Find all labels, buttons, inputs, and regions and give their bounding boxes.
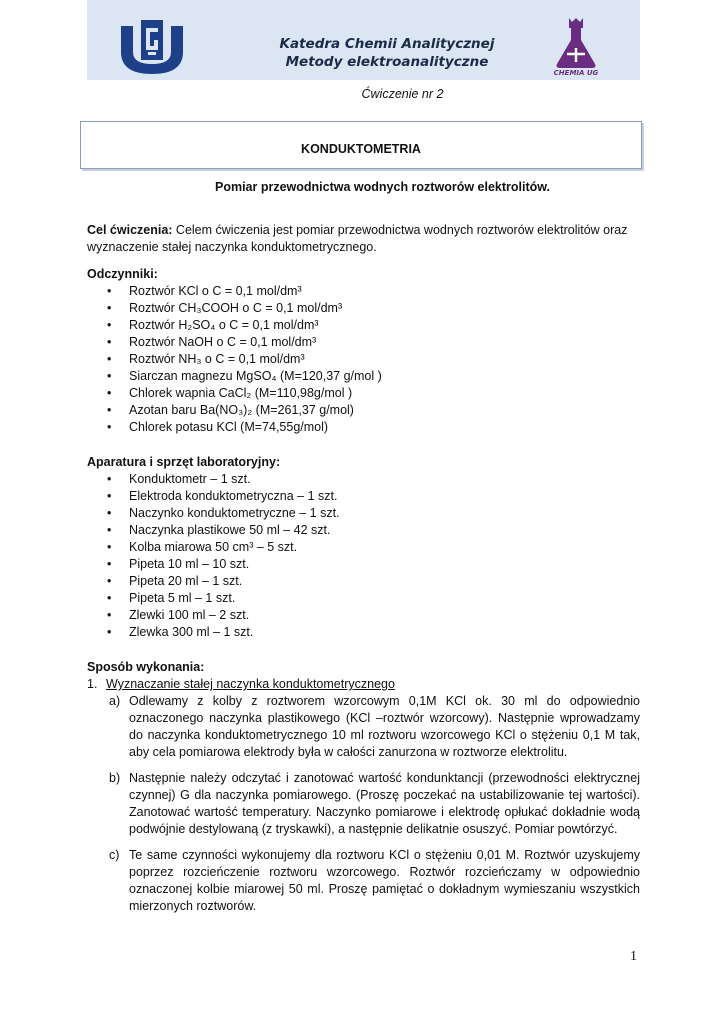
reagents-list	[87, 283, 640, 436]
substep-c	[87, 847, 640, 915]
equipment-list	[87, 471, 640, 641]
list-item: • Azotan baru Ba(NO₃)₂ (M=261,37 g/mol)	[87, 402, 640, 419]
document-subtitle: Pomiar przewodnictwa wodnych roztworów elektrolitów.	[215, 180, 550, 194]
step-title: Wyznaczanie stałej naczynka konduktometrycznego	[106, 677, 395, 691]
list-item: • Pipeta 20 ml – 1 szt.	[87, 573, 640, 590]
list-item: • Naczynka plastikowe 50 ml – 42 szt.	[87, 522, 640, 539]
course-name: Metody elektroanalityczne	[285, 54, 489, 70]
list-item: • Chlorek potasu KCl (M=74,55g/mol)	[87, 419, 640, 436]
list-item: • Chlorek wapnia CaCl₂ (M=110,98g/mol )	[87, 385, 640, 402]
substep-letter: a)	[109, 694, 121, 708]
page-number: 1	[630, 949, 637, 964]
list-item: • Konduktometr – 1 szt.	[87, 471, 640, 488]
equipment-heading: Aparatura i sprzęt laboratoryjny:	[87, 455, 281, 469]
list-item: • Pipeta 10 ml – 10 szt.	[87, 556, 640, 573]
list-item: • Naczynko konduktometryczne – 1 szt.	[87, 505, 640, 522]
list-item: • Roztwór KCl o C = 0,1 mol/dm³	[87, 283, 640, 300]
goal-paragraph	[87, 222, 640, 256]
reagents-heading: Odczynniki:	[87, 267, 158, 281]
substep-text: Te same czynności wykonujemy dla roztworu KCl o stężeniu 0,01 M. Roztwór uzyskujemy poprzez rozcieńczenie roztworu wzorcowego. Roztwór rozcieńczamy w odpowiednio oznaczonej kolbie miarowej 50 ml. Proszę pamiętać o dokładnym wymieszaniu wszystkich mierzonych roztworów.	[129, 848, 640, 913]
exercise-number: Ćwiczenie nr 2	[361, 87, 444, 101]
list-item: • Elektroda konduktometryczna – 1 szt.	[87, 488, 640, 505]
step-number: 1.	[87, 677, 98, 691]
list-item: • Roztwór NaOH o C = 0,1 mol/dm³	[87, 334, 640, 351]
goal-text: Celem ćwiczenia jest pomiar przewodnictwa wodnych roztworów elektrolitów oraz wyznaczenie stałej naczynka konduktometrycznego.	[87, 223, 628, 254]
substep-text: Następnie należy odczytać i zanotować wartość kondunktancji (przewodności elektrycznej czynnej) G dla naczynka pomiarowego. (Proszę poczekać na ustabilizowanie tej wartości). Zanotować wartość temperatury. Naczynko pomiarowe i elektrodę opłukać dokładnie wodą podwójnie destylowaną (z tryskawki), a następnie delikatnie osuszyć. Pomiar powtórzyć.	[129, 771, 640, 836]
list-item: • Kolba miarowa 50 cm³ – 5 szt.	[87, 539, 640, 556]
title-box	[80, 121, 642, 169]
page-header	[87, 0, 640, 80]
list-item: • Siarczan magnezu MgSO₄ (M=120,37 g/mol )	[87, 368, 640, 385]
svg-text:CHEMIA UG: CHEMIA UG	[553, 69, 599, 76]
substep-text: Odlewamy z kolby z roztworem wzorcowym 0,1M KCl ok. 30 ml do odpowiednio oznaczonego naczynka plastikowego (KCl –roztwór wzorcowy). Następnie wprowadzamy do naczynka konduktometrycznego 10 ml roztworu wzorcowego KCl o stężeniu 0,1 M tak, aby cela pomiarowa elektrody była w całości zanurzona w roztworze elektrolitu.	[129, 694, 640, 759]
document-title: KONDUKTOMETRIA	[301, 142, 421, 156]
procedure-step-1	[87, 676, 640, 693]
list-item: • Roztwór H₂SO₄ o C = 0,1 mol/dm³	[87, 317, 640, 334]
list-item: • Pipeta 5 ml – 1 szt.	[87, 590, 640, 607]
list-item: • Zlewka 300 ml – 1 szt.	[87, 624, 640, 641]
substep-letter: c)	[109, 848, 120, 862]
document-body	[87, 222, 640, 915]
chemia-ug-logo-icon	[547, 14, 605, 76]
list-item: • Roztwór NH₃ o C = 0,1 mol/dm³	[87, 351, 640, 368]
university-logo-icon	[117, 18, 187, 76]
list-item: • Roztwór CH₃COOH o C = 0,1 mol/dm³	[87, 300, 640, 317]
substep-letter: b)	[109, 771, 121, 785]
list-item: • Zlewki 100 ml – 2 szt.	[87, 607, 640, 624]
substep-b	[87, 770, 640, 838]
substep-a	[87, 693, 640, 761]
department-name: Katedra Chemii Analitycznej	[279, 36, 495, 52]
procedure-heading: Sposób wykonania:	[87, 660, 205, 674]
goal-label: Cel ćwiczenia:	[87, 223, 173, 237]
